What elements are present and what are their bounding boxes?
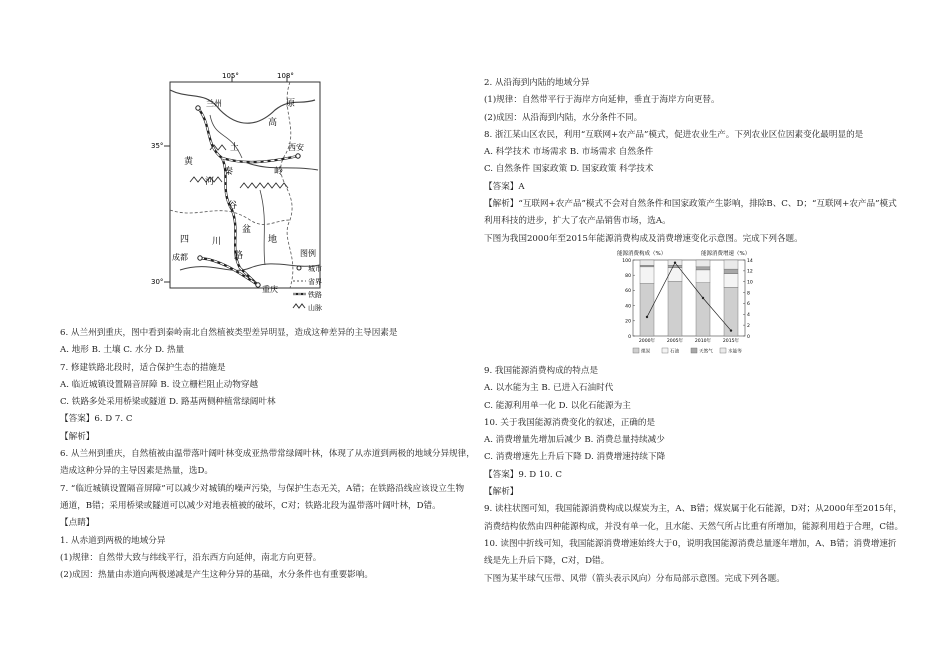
- tips-text: 2. 从沿海到内陆的地域分异: [484, 78, 590, 88]
- legend-swatch: [720, 348, 726, 353]
- city-marker: [296, 154, 300, 158]
- region-label: 岭: [274, 167, 284, 177]
- tips-text: (2)成因：热量由赤道向两极递减是产生这种分异的基础，水分条件也有重要影响。: [60, 570, 373, 581]
- options-6: A. 地形 B. 土壤 C. 水分 D. 热量: [60, 345, 185, 356]
- tips-text: (2)成因：从沿海到内陆，水分条件不同。: [484, 112, 643, 123]
- bar-segment-石油: [724, 274, 738, 288]
- answer: 【答案】A: [484, 181, 525, 192]
- growth-rate-point: [646, 316, 648, 318]
- region-label: 四: [180, 235, 190, 245]
- options-10: A. 消费增量先增加后减少 B. 消费总量持续减少: [484, 435, 665, 446]
- left-tick-label: 0: [628, 334, 631, 340]
- railway-map: [150, 70, 335, 330]
- x-tick-label: 2000年: [638, 339, 656, 344]
- bar-segment-石油: [668, 268, 682, 282]
- question-7: 7. 修建铁路北段时，适合保护生态的措施是: [60, 362, 226, 373]
- answer: 【答案】6. D 7. C: [60, 414, 133, 425]
- answer: 【答案】9. D 10. C: [484, 469, 562, 480]
- city-marker: [198, 256, 202, 260]
- options-9: A. 以水能为主 B. 已进入石油时代: [484, 383, 614, 394]
- right-tick-label: 2: [747, 323, 750, 329]
- energy-chart: [615, 248, 765, 360]
- legend-label: 水能等: [728, 349, 742, 355]
- legend-title: 图例: [300, 249, 316, 258]
- growth-rate-point: [730, 329, 732, 331]
- region-label: 谷: [228, 201, 238, 211]
- right-tick-label: 12: [747, 269, 753, 275]
- bar-segment-天然气: [668, 265, 682, 267]
- bar-segment-水能等: [724, 260, 738, 269]
- analysis-text: 造成这种分异的主导因素是热量，选D。: [60, 466, 213, 477]
- bar-segment-煤炭: [724, 287, 738, 336]
- tips-text: (1)规律：自然带平行于海岸方向延伸，垂直于海岸方向更替。: [484, 95, 720, 106]
- city-label: 成都: [172, 253, 188, 262]
- right-tick-label: 0: [747, 334, 750, 340]
- options-8: A. 科学技术 市场需求 B. 市场需求 自然条件: [484, 147, 654, 158]
- left-column: [60, 325, 480, 584]
- analysis-text: 利用科技的进步，扩大了农产品销售市场，选A。: [484, 216, 671, 227]
- next-intro: 下图为某半球气压带、风带（箭头表示风向）分布局部示意图。完成下列各题。: [484, 573, 785, 584]
- analysis-text: 通道，B错；采用桥梁或隧道可以减少对地表植被的破坏，C对；铁路北段为温带落叶阔叶林，D错。: [60, 500, 441, 511]
- legend-mountain-symbol: [293, 304, 305, 308]
- options-8: C. 自然条件 国家政策 D. 国家政策 科学技术: [484, 164, 654, 175]
- lon-label: 108°: [277, 72, 294, 80]
- city-label: 兰州: [206, 99, 222, 108]
- analysis-text: 消费结构依然由四种能源构成，并没有单一化，且水能、天然气所占比重有所增加，能源利用趋于合理，C错。: [484, 521, 904, 532]
- chart-intro: 下图为我国2000年至2015年能源消费构成及消费增速变化示意图。完成下列各题。: [484, 233, 803, 244]
- tips-text: (1)规律：自然带大致与纬线平行，沿东西方向延伸，南北方向更替。: [60, 552, 322, 563]
- bar-segment-天然气: [640, 265, 654, 267]
- lat-label: 35°: [151, 142, 164, 150]
- region-label: 黄: [184, 157, 194, 167]
- city-label: 重庆: [262, 285, 278, 294]
- analysis-text: 线是先上升后下降，C对，D错。: [484, 556, 610, 567]
- legend-swatch: [691, 348, 697, 353]
- x-tick-label: 2005年: [666, 339, 684, 344]
- analysis-text: 7. “临近城镇设置隔音屏障”可以减少对城镇的噪声污染，与保护生态无关，A错；在铁路沿线应该设立生物: [60, 483, 465, 494]
- analysis-text: 6. 从兰州到重庆，自然植被由温带落叶阔叶林变成亚热带常绿阔叶林，体现了从赤道到两极的地域分异规律，: [60, 449, 475, 460]
- options-10: C. 消费增速先上升后下降 D. 消费增速持续下降: [484, 452, 666, 463]
- bar-segment-水能等: [696, 260, 710, 267]
- analysis-heading: 【解析】: [484, 487, 519, 498]
- region-label: 河: [205, 177, 215, 187]
- question-6: 6. 从兰州到重庆，图中看到秦岭南北自然植被类型差异明显，造成这种差异的主导因素是: [60, 328, 398, 338]
- lat-label: 30°: [151, 278, 164, 286]
- question-10: 10. 关于我国能源消费变化的叙述，正确的是: [484, 417, 656, 428]
- left-tick-label: 40: [625, 304, 631, 310]
- legend-swatch: [633, 348, 639, 353]
- analysis-text: 10. 读图中折线可知，我国能源消费增速始终大于0，说明我国能源消费总量逐年增加，A、B错；消费增速折: [484, 538, 897, 549]
- question-9: 9. 我国能源消费构成的特点是: [484, 366, 599, 376]
- region-label: 土: [230, 143, 240, 153]
- region-label: 高: [268, 118, 278, 128]
- bar-segment-石油: [696, 270, 710, 283]
- bar-segment-天然气: [724, 269, 738, 274]
- bar-segment-天然气: [696, 267, 710, 270]
- right-tick-label: 4: [747, 313, 750, 319]
- legend-label: 煤炭: [641, 349, 651, 355]
- growth-rate-point: [674, 262, 676, 264]
- lon-label: 105°: [222, 72, 239, 80]
- region-label: 秦: [224, 167, 234, 177]
- analysis-heading: 【解析】: [60, 431, 95, 442]
- x-tick-label: 2010年: [694, 339, 712, 344]
- legend-label: 石油: [670, 349, 680, 355]
- legend-label: 山脉: [308, 304, 322, 312]
- right-column-top: [484, 75, 914, 248]
- left-tick-label: 80: [625, 274, 631, 279]
- chart-title-right: 能源消费增速（%）: [701, 251, 751, 257]
- tips-text: 1. 从赤道到两极的地域分异: [60, 535, 166, 546]
- question-8: 8. 浙江某山区农民，利用“互联网+农产品”模式，促进农业生产。下列农业区位因素变化最明显的是: [484, 129, 864, 140]
- region-label: 盆: [242, 225, 252, 235]
- region-label: 路: [234, 251, 244, 261]
- right-tick-label: 6: [747, 302, 750, 308]
- growth-rate-point: [702, 297, 704, 299]
- options-7: C. 铁路多处采用桥梁或隧道 D. 路基两侧种植常绿阔叶林: [60, 397, 276, 408]
- legend-label: 天然气: [699, 349, 713, 355]
- x-tick-label: 2015年: [722, 339, 740, 344]
- bar-segment-煤炭: [668, 281, 682, 336]
- bar-segment-石油: [640, 267, 654, 284]
- options-7: A. 临近城镇设置隔音屏障 B. 设立栅栏阻止动物穿越: [60, 379, 259, 390]
- legend-city-symbol: [297, 266, 301, 270]
- options-9: C. 能源利用单一化 D. 以化石能源为主: [484, 400, 631, 411]
- right-tick-label: 14: [747, 258, 753, 264]
- tips-heading: 【点睛】: [60, 518, 95, 529]
- city-marker: [256, 283, 260, 287]
- right-column-bottom: [484, 363, 914, 588]
- chart-title-left: 能源消费构成（%）: [617, 251, 667, 257]
- right-tick-label: 8: [747, 291, 750, 297]
- city-label: 西安: [288, 143, 304, 152]
- left-tick-label: 60: [625, 289, 631, 295]
- region-label: 原: [286, 99, 296, 109]
- right-tick-label: 10: [747, 280, 753, 286]
- analysis-text: 9. 读柱状图可知，我国能源消费构成以煤炭为主，A、B错；煤炭属于化石能源，D对；从2000年至2015年，: [484, 504, 902, 515]
- legend-label: 省界: [308, 278, 322, 286]
- left-tick-label: 100: [622, 258, 631, 264]
- legend-label: 城市: [308, 265, 322, 273]
- bar-segment-煤炭: [640, 284, 654, 336]
- city-marker: [196, 106, 200, 110]
- legend-swatch: [662, 348, 668, 353]
- analysis-text: 【解析】“互联网+农产品”模式不会对自然条件和国家政策产生影响，排除B、C、D；“互联网+农产品”模式: [484, 199, 897, 210]
- region-label: 川: [212, 237, 222, 247]
- region-label: 地: [268, 235, 278, 245]
- left-tick-label: 20: [625, 319, 631, 325]
- legend-label: 铁路: [308, 291, 322, 299]
- bar-segment-水能等: [640, 260, 654, 265]
- bar-segment-煤炭: [696, 283, 710, 336]
